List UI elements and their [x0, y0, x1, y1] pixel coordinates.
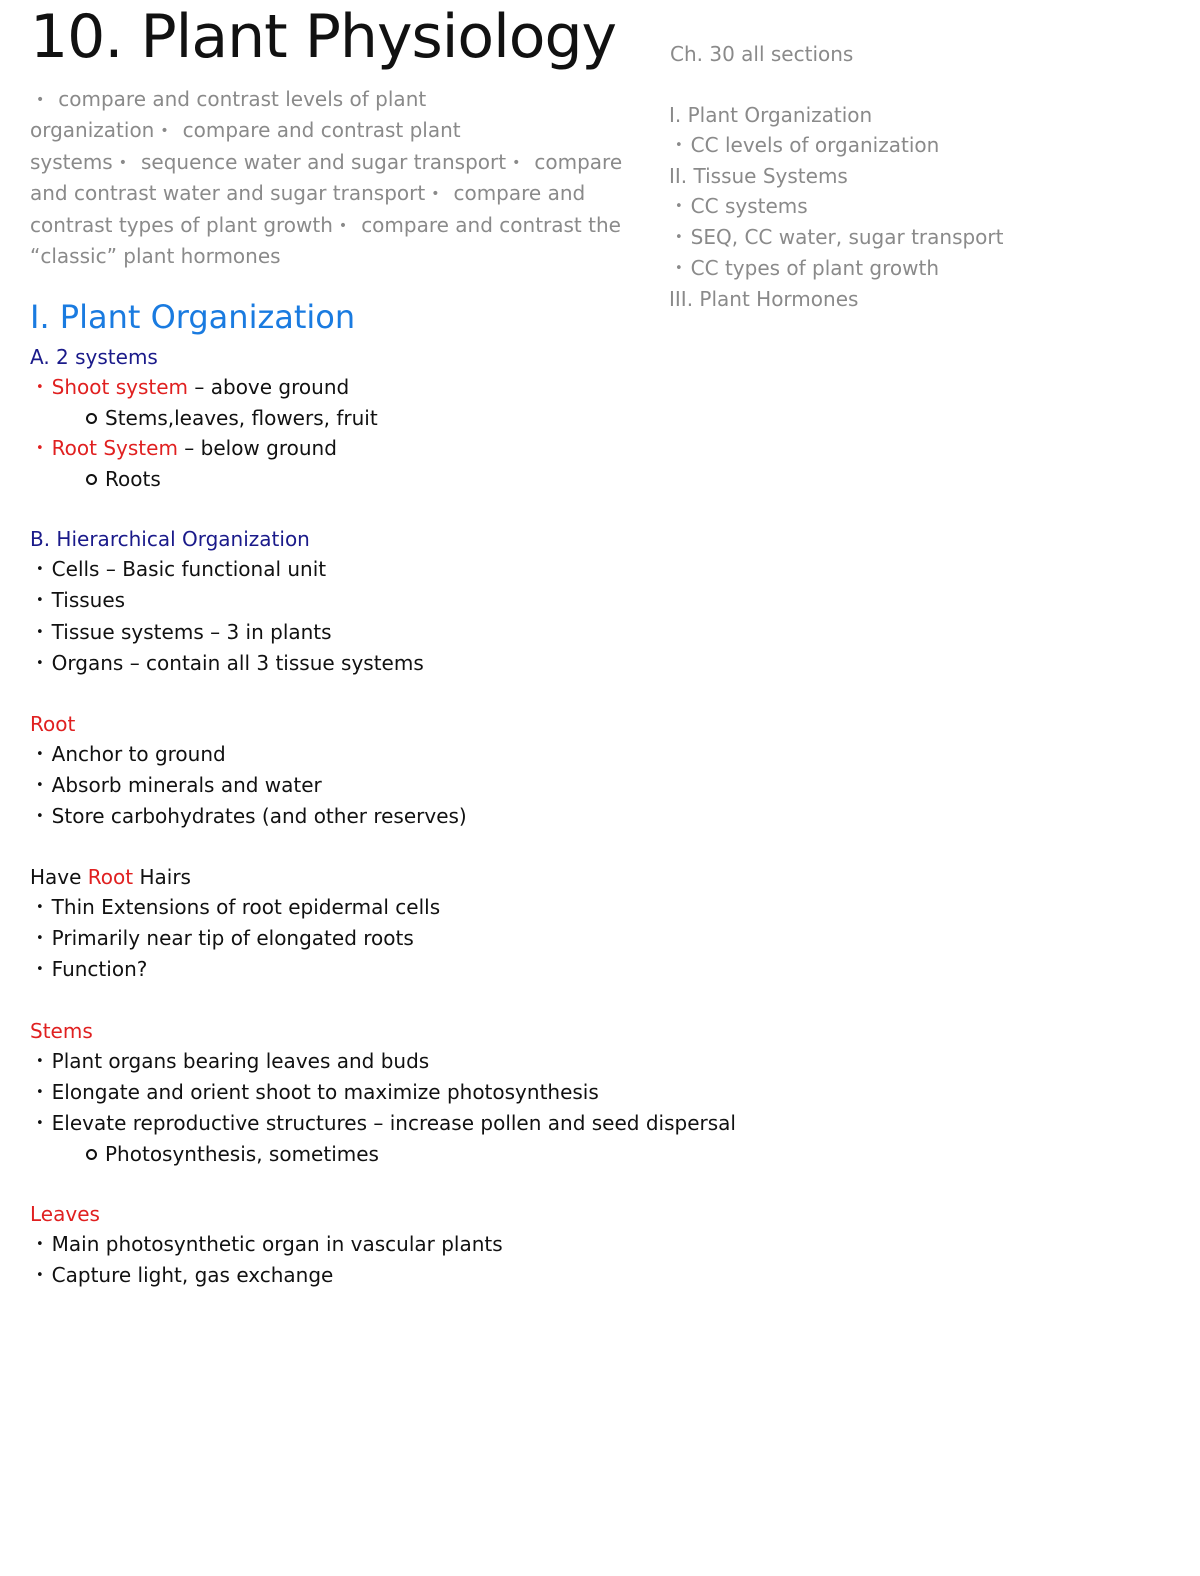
item-text: Cells – Basic functional unit	[51, 557, 327, 582]
objective-item: compare and contrast types of plant growth	[30, 181, 586, 237]
section-heading: I. Plant Organization	[30, 298, 356, 336]
topic-heading-stems: Stems	[30, 1018, 93, 1043]
item-text: Tissues	[51, 588, 126, 613]
list-item	[30, 372, 830, 403]
bullet-icon: •	[36, 1084, 44, 1100]
item-text: Primarily near tip of elongated roots	[51, 926, 414, 951]
item-text: – below ground	[177, 436, 337, 461]
item-text: Tissue systems – 3 in plants	[51, 619, 332, 644]
bullet-icon: •	[36, 1268, 44, 1284]
bullet-icon: •	[118, 154, 127, 171]
list-subitem	[30, 403, 830, 433]
circle-bullet-icon	[86, 1149, 97, 1160]
circle-bullet-icon	[86, 413, 97, 424]
bullet-icon: •	[36, 900, 44, 916]
term-root: Root	[87, 865, 134, 890]
objective-item: compare and contrast levels of plant organization	[30, 87, 427, 143]
outline-item	[669, 100, 1003, 130]
heading-text: Have	[30, 865, 88, 890]
outline-text: CC types of plant growth	[690, 256, 940, 280]
outline-subitem	[669, 130, 1003, 161]
bullet-icon: •	[36, 809, 44, 825]
bullet-icon: •	[36, 746, 44, 762]
bullet-icon: •	[675, 230, 683, 245]
list-item	[30, 739, 830, 770]
bullet-icon: •	[36, 562, 44, 578]
chapter-outline	[669, 100, 1003, 314]
objective-item: sequence water and sugar transport	[141, 149, 507, 174]
outline-subitem	[669, 191, 1003, 222]
bullet-icon: •	[36, 1115, 44, 1131]
outline-subitem	[669, 253, 1003, 284]
bullet-icon: •	[36, 962, 44, 978]
bullet-icon: •	[431, 186, 440, 203]
item-text: Photosynthesis, sometimes	[105, 1141, 379, 1166]
outline-text: III. Plant Hormones	[669, 287, 859, 311]
item-text: Function?	[51, 957, 148, 982]
list-item	[30, 770, 830, 801]
topic-heading-leaves: Leaves	[30, 1201, 100, 1226]
bullet-icon: •	[36, 777, 44, 793]
list-item	[30, 617, 830, 648]
bullet-icon: •	[675, 138, 683, 153]
list-item	[30, 892, 830, 923]
item-text: Absorb minerals and water	[51, 772, 322, 797]
topic-heading-root-hairs	[30, 862, 830, 892]
outline-subitem	[669, 222, 1003, 253]
outline-text: II. Tissue Systems	[669, 164, 848, 188]
list-item	[30, 1260, 830, 1291]
list-item	[30, 801, 830, 832]
list-item	[30, 554, 830, 585]
subheading-hierarchical: B. Hierarchical Organization	[30, 527, 310, 552]
outline-text: I. Plant Organization	[669, 103, 873, 127]
list-item	[30, 433, 830, 464]
objective-item: compare and contrast the “classic” plant hormones	[30, 212, 621, 269]
bullet-icon: •	[160, 123, 169, 140]
item-text: Stems,leaves, flowers, fruit	[105, 406, 378, 431]
outline-text: CC systems	[690, 194, 808, 218]
bullet-icon: •	[36, 441, 44, 457]
bullet-icon: •	[36, 1053, 44, 1069]
subheading-systems: A. 2 systems	[30, 345, 158, 369]
outline-item	[669, 161, 1003, 191]
item-text: Anchor to ground	[51, 741, 226, 766]
chapter-reference: Ch. 30 all sections	[670, 42, 854, 66]
item-text: Store carbohydrates (and other reserves)	[51, 804, 467, 829]
outline-text: SEQ, CC water, sugar transport	[690, 225, 1004, 249]
outline-text: CC levels of organization	[690, 133, 940, 157]
main-notes	[30, 292, 830, 1291]
bullet-icon: •	[36, 655, 44, 671]
bullet-icon: •	[675, 261, 683, 276]
item-text: – above ground	[188, 375, 350, 399]
list-item	[30, 1108, 830, 1139]
bullet-icon: •	[36, 593, 44, 609]
item-text: Capture light, gas exchange	[51, 1263, 334, 1288]
learning-objectives	[30, 84, 630, 271]
objective-item: compare and contrast water and sugar transport	[30, 149, 623, 206]
bullet-icon: •	[36, 92, 45, 108]
list-item	[30, 954, 830, 985]
bullet-icon: •	[36, 931, 44, 947]
item-text: Plant organs bearing leaves and buds	[51, 1048, 430, 1073]
bullet-icon: •	[36, 1237, 44, 1253]
term-shoot-system: Shoot system	[51, 375, 189, 399]
objective-item: compare and contrast plant systems	[30, 118, 461, 174]
list-subitem	[30, 464, 830, 494]
list-item	[30, 923, 830, 954]
item-text: Main photosynthetic organ in vascular plants	[51, 1232, 503, 1257]
item-text: Elongate and orient shoot to maximize photosynthesis	[51, 1079, 599, 1104]
bullet-icon: •	[512, 154, 521, 171]
term-root-system: Root System	[51, 436, 178, 461]
item-text: Thin Extensions of root epidermal cells	[51, 895, 441, 920]
item-text: Roots	[105, 467, 161, 492]
item-text: Organs – contain all 3 tissue systems	[51, 650, 424, 675]
bullet-icon: •	[675, 199, 683, 214]
list-item	[30, 648, 830, 679]
item-text: Elevate reproductive structures – increase pollen and seed dispersal	[51, 1110, 736, 1135]
list-subitem	[30, 1139, 830, 1169]
bullet-icon: •	[338, 217, 348, 234]
circle-bullet-icon	[86, 474, 97, 485]
list-item	[30, 585, 830, 616]
list-item	[30, 1046, 830, 1077]
page-title: 10. Plant Physiology	[30, 2, 617, 72]
list-item	[30, 1077, 830, 1108]
bullet-icon: •	[36, 624, 44, 640]
heading-text: Hairs	[133, 865, 191, 890]
bullet-icon: •	[36, 380, 44, 395]
topic-heading-root: Root	[30, 711, 76, 736]
list-item	[30, 1229, 830, 1260]
